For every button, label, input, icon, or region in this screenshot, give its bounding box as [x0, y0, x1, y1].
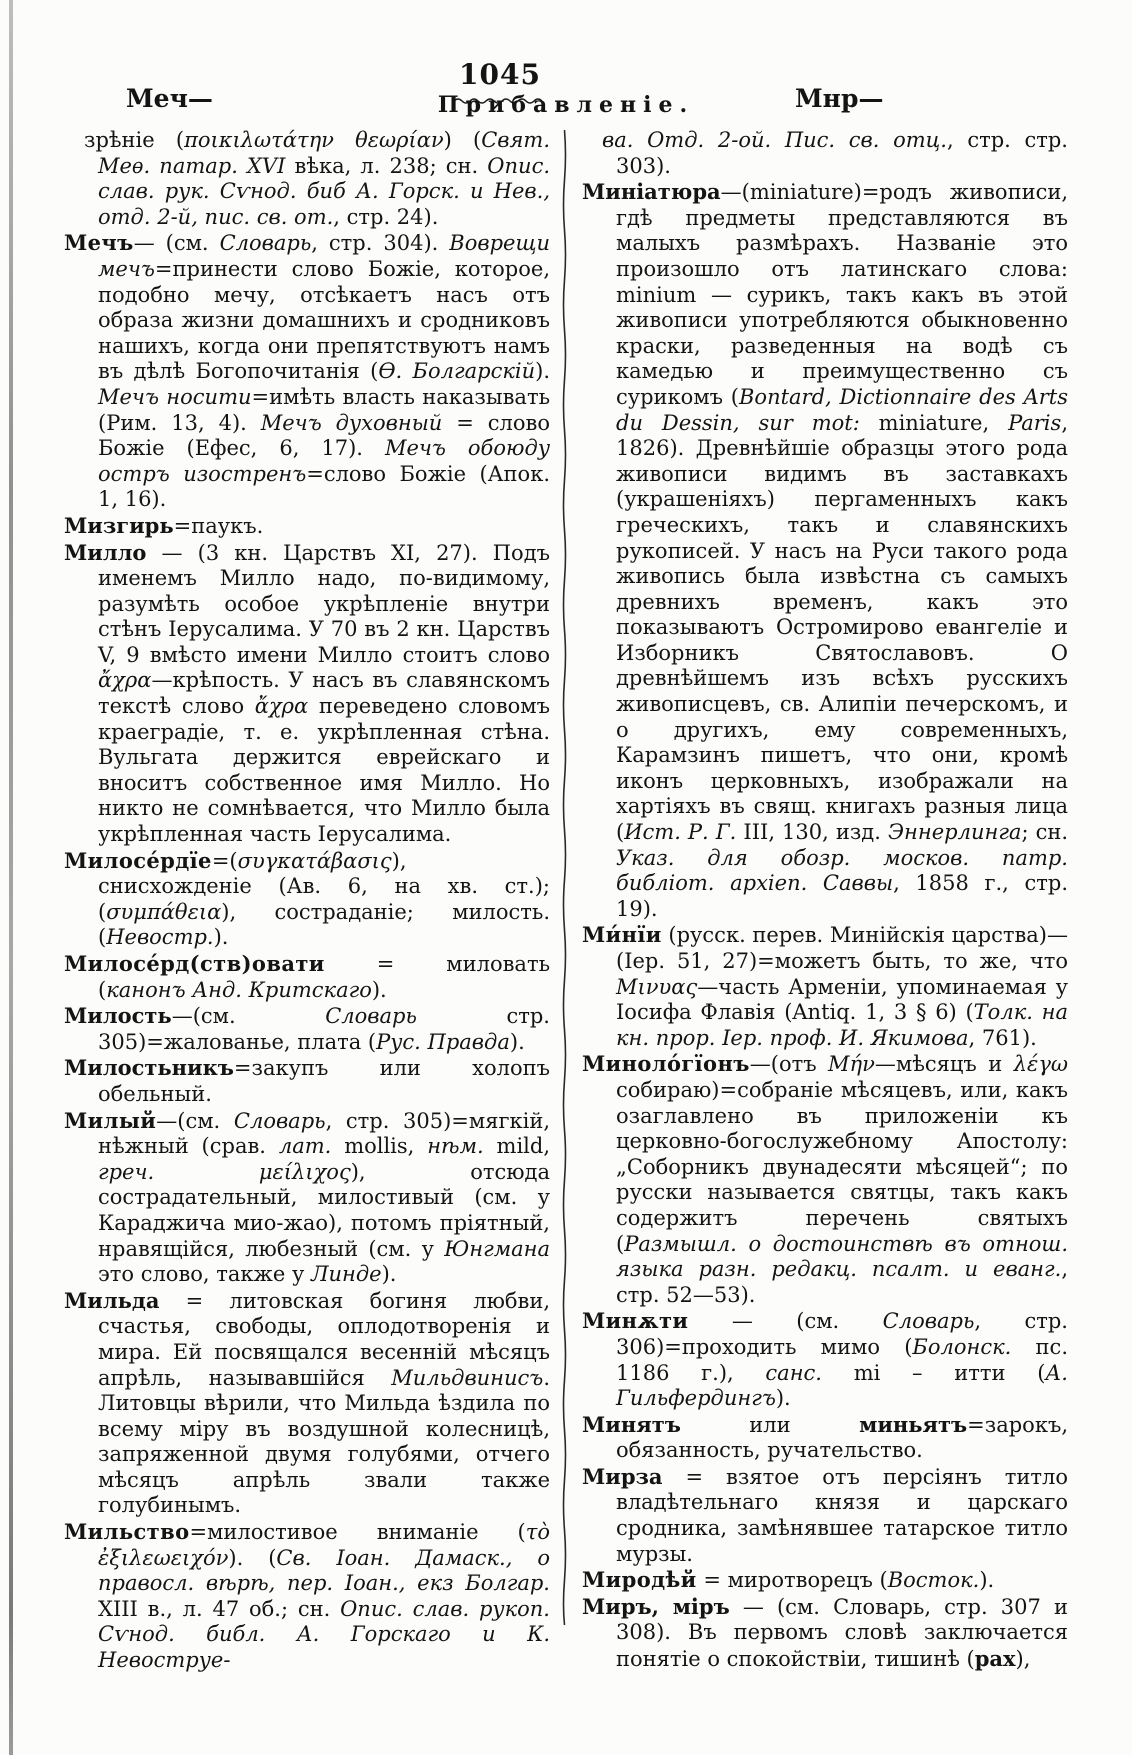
headword: Мильство	[64, 1519, 190, 1545]
headword: Минѫти	[582, 1308, 689, 1334]
text-segment: ).	[371, 977, 387, 1002]
text-segment: μείλιχος	[258, 1159, 351, 1184]
text-segment: Св. Іоан. Дамаск., о правосл. вѣрѣ, пер. Іоан., екз Болгар.	[98, 1545, 550, 1596]
text-segment: переведено словомъ краеградіе, т. е. укрѣпленная стѣна. Вульгата держится еврейскаго и вноситъ собственное имя Милло. Но никто не сомнѣвается, что Милло была укрѣпленная часть Іерусалима.	[98, 694, 550, 847]
text-segment: Толк. на кн. прор. Іер. проф. И. Якимова	[616, 1000, 1068, 1050]
text-segment: —(отъ	[749, 1052, 829, 1077]
text-segment: Μινυας	[616, 974, 698, 999]
text-segment: pax	[974, 1646, 1016, 1672]
headword: Миродѣй	[582, 1567, 697, 1593]
right-column	[582, 128, 1068, 1674]
text-segment: это слово, также у	[98, 1262, 311, 1287]
text-segment: = миротворецъ (	[696, 1568, 888, 1593]
continuation-paragraph	[582, 128, 1068, 179]
text-segment: ), снисхожденіе (Ав. 6, на хв. ст.); (	[98, 848, 550, 924]
continuation-paragraph	[64, 128, 550, 230]
text-segment: =(	[211, 848, 238, 873]
text-segment: ) (	[443, 128, 482, 152]
text-segment: =зарокъ, обязанность, ручательство.	[616, 1412, 1068, 1463]
text-segment: =закупъ или холопъ обельный.	[98, 1056, 550, 1106]
text-segment: вѣка, л. 238; сн.	[294, 153, 488, 178]
text-segment: ).	[213, 925, 229, 950]
text-segment: Мечъ обоюду остръ изостренъ	[98, 436, 550, 486]
text-segment: συμπάθεια	[106, 899, 222, 924]
text-segment: , стр. 52—53).	[616, 1257, 1068, 1307]
text-segment: Ѳ. Болгарскій	[378, 359, 536, 384]
dictionary-entry	[582, 1567, 1068, 1594]
text-segment: ),	[1015, 1647, 1031, 1672]
text-segment: ).	[509, 1029, 525, 1054]
text-segment: = взятое отъ персіянъ титло владѣтельнаго князя и царскаго сродника, замѣнявшее татарское титло мурзы.	[616, 1464, 1068, 1566]
headword: Миръ, міръ	[582, 1593, 730, 1619]
text-segment: , стр. 24).	[333, 204, 439, 229]
text-segment: или	[680, 1412, 860, 1437]
headword: Мирза	[582, 1463, 663, 1489]
text-segment: — (см.	[688, 1309, 883, 1334]
text-segment: Опис. слав. рукоп. Сѵнод. библ. А. Горскаго и К. Невоструе-	[98, 1596, 550, 1673]
dictionary-entry	[64, 230, 550, 513]
text-segment: Словарь	[233, 1108, 326, 1133]
text-segment: ), состраданіе; милость. (	[98, 899, 550, 950]
text-segment: —часть Арменіи, упоминаемая у Іосифа Флавія (Antiq. 1, 3 § 6) (	[616, 974, 1068, 1025]
text-segment: —(см.	[156, 1108, 234, 1133]
text-segment: = миловать (	[98, 952, 550, 1002]
text-segment: συγκατάβασις	[237, 848, 392, 873]
text-segment: канонъ Анд. Критскаго	[106, 977, 372, 1002]
text-segment: нѣм.	[427, 1134, 484, 1159]
text-segment: Ист. Р. Г.	[624, 820, 737, 845]
text-segment: лат.	[278, 1134, 332, 1159]
text-segment: mi – итти (	[821, 1360, 1046, 1385]
dictionary-entry	[64, 513, 550, 540]
text-segment: Мильдвинисъ	[391, 1365, 544, 1390]
headword: Милый	[64, 1107, 157, 1133]
text-columns	[64, 128, 1068, 1674]
dictionary-entry	[64, 1108, 550, 1288]
dictionary-entry	[64, 951, 550, 1003]
headword: Миніатюра	[582, 179, 721, 205]
text-segment: miniature,	[859, 410, 1009, 435]
text-segment: Bontard, Dictionnaire des Arts du Dessin, sur mot:	[616, 384, 1068, 435]
dictionary-entry	[582, 1412, 1068, 1464]
dictionary-entry	[582, 179, 1068, 922]
text-segment: ва. Отд. 2-ой. Пис. св. отц.	[602, 128, 947, 152]
dictionary-entry	[64, 1055, 550, 1107]
dictionary-entry	[64, 1003, 550, 1055]
text-segment: Рус. Правда	[376, 1029, 510, 1054]
dictionary-entry	[582, 922, 1068, 1051]
dictionary-entry	[582, 1051, 1068, 1308]
text-segment: пс. 1186 г.),	[616, 1334, 1068, 1385]
text-segment: Мечъ носити	[98, 384, 252, 409]
text-segment: =имѣть власть наказывать (Рим. 13, 4).	[98, 384, 550, 435]
text-segment: ).	[979, 1568, 995, 1593]
text-segment: Свят. Меѳ. патар. XVI	[98, 128, 551, 178]
text-segment: Болонск.	[912, 1334, 1012, 1359]
text-segment: — (3 кн. Царствъ XI, 27). Подъ именемъ Милло надо, по-видимому, разумѣть особое укрѣпленіе внутри стѣнъ Іерусалима. У 70 въ 2 кн. Царствъ V, 9 вмѣсто имени Милло стоитъ слово	[98, 540, 550, 667]
text-segment: ποικιλωτάτην θεωρίαν	[184, 128, 444, 152]
text-segment: III, 130, изд.	[736, 820, 888, 845]
text-segment: Воврещи мечъ	[98, 231, 550, 281]
text-segment: ).	[535, 359, 550, 384]
text-segment: ἄχρα	[98, 668, 152, 693]
dictionary-entry	[64, 1519, 550, 1674]
text-segment: , 1858 г., стр. 19).	[616, 871, 1068, 921]
headword: Мильда	[64, 1287, 160, 1313]
running-head-right: Мнр—	[795, 84, 884, 113]
text-segment: mollis,	[331, 1134, 428, 1159]
headword: Милло	[64, 539, 147, 565]
text-segment: , стр. 306)=проходить мимо (	[616, 1309, 1068, 1359]
text-segment: =слово Божіе (Апок. 1, 16).	[98, 461, 551, 512]
text-segment: , 1826). Древнѣйшіе образцы этого рода живописи видимъ въ заставкахъ (украшеніяхъ) пергаменныхъ какъ греческихъ, такъ и славянскихъ рукописей. У насъ на Руси такого рода живопись была извѣстна съ самыхъ древнихъ временъ, какъ это показываютъ Остромирово евангеліе и Изборникъ Святославовъ. О древнѣйшемъ изъ всѣхъ русскихъ живописцевъ, св. Алипіи печерскомъ, и о другихъ, ему современныхъ, Карамзинъ пишетъ, что они, кромѣ иконъ церковныхъ, изображали на хартіяхъ въ свящ. книгахъ разныя лица (	[616, 410, 1068, 845]
running-head-center: Прибавленіе.	[437, 92, 695, 118]
text-segment: зрѣніе (	[84, 128, 185, 152]
dictionary-entry	[582, 1464, 1068, 1567]
text-segment: Paris	[1008, 410, 1062, 435]
text-segment: Невостр.	[106, 925, 214, 950]
dictionary-entry	[582, 1308, 1068, 1411]
text-segment: Эннерлинга	[887, 820, 1022, 845]
left-column	[64, 128, 550, 1674]
text-segment: Опис. слав. рук. Сѵнод. биб А. Горск. и Нев., отд. 2-й, пис. св. от.	[98, 153, 550, 229]
text-segment: Словарь	[325, 1004, 417, 1029]
text-segment: . Литовцы вѣрили, что Мильда ѣздила по всему міру въ воздушной колесницѣ, запряженной двумя голубями, отчего мѣсяцъ апрѣль звали также голубинымъ.	[98, 1365, 550, 1518]
text-segment: —(miniature)=родъ живописи, гдѣ предметы представляются въ малыхъ размѣрахъ. Названіе это произошло отъ латинскаго слова: minium — сурикъ, такъ какъ въ этой живописи употребляются обыкновенно краски, разведенныя на водѣ съ камедью и преимущественно съ сурикомъ (	[616, 180, 1068, 409]
headword: Милость	[64, 1003, 172, 1029]
text-segment: Указ. для обозр. москов. патр. библіот. архіеп. Саввы	[616, 845, 1068, 896]
text-segment: ἄχρα	[254, 694, 309, 719]
page-edge-line	[9, 0, 13, 1755]
text-segment: Размышл. о достоинствѣ въ отнош. языка разн. редакц. псалт. и еванг.	[616, 1231, 1068, 1282]
text-segment: Мечъ духовный	[260, 410, 443, 435]
headword: миньятъ	[859, 1411, 968, 1437]
dictionary-entry	[582, 1594, 1068, 1673]
text-segment: собираю)=собраніе мѣсяцевъ, или, какъ озаглавлено въ приложеніи къ церковно-богослужебному Апостолу: „Соборникъ двунадесяти мѣсяцей“; по русски называется святцы, такъ какъ содержитъ перечень святыхъ (	[616, 1077, 1068, 1256]
headword: Мечъ	[64, 230, 134, 256]
text-segment: mild,	[483, 1134, 551, 1159]
text-segment: τὸ ἐξιλεωειχόν	[98, 1520, 550, 1570]
text-segment: = литовская богиня любви, счастья, свободы, оплодотворенія и мира. Ей посвящался весенній мѣсяцъ апрѣль, называвшійся	[98, 1288, 550, 1390]
text-segment: , стр. 305)=мягкій, нѣжный (срав.	[98, 1108, 550, 1159]
headword: Милосе́рдїе	[64, 847, 212, 873]
text-segment: ), отсюда сострадательный, милостивый (см. у Караджича мио-жао), потомъ пріятный, нравящійся, любезный (см. у	[98, 1159, 550, 1261]
text-segment: ).	[381, 1262, 397, 1287]
headword: Милосе́рд(ств)овати	[64, 951, 325, 976]
text-segment: Μήν	[828, 1052, 875, 1077]
headword: Мизгирь	[64, 512, 174, 538]
text-segment: —мѣсяцъ и	[874, 1052, 1014, 1077]
dictionary-entry	[64, 540, 550, 848]
text-segment: Юнгмана	[444, 1236, 550, 1261]
dictionary-entry	[64, 1288, 550, 1519]
text-segment: XIII в., л. 47 об.; сн.	[98, 1596, 341, 1621]
text-segment: — (см. Словарь, стр. 307 и 308). Въ первомъ словѣ заключается понятіе о спокойствіи, тишинѣ (	[616, 1594, 1069, 1672]
text-segment: — (см.	[133, 231, 220, 256]
text-segment: —крѣпость. У насъ въ славянскомъ текстѣ слово	[98, 668, 550, 719]
headword: Минятъ	[582, 1411, 681, 1437]
page-number: 1045	[459, 58, 541, 91]
text-segment: Линде	[310, 1262, 382, 1287]
text-segment: ; сн.	[1021, 820, 1069, 845]
text-segment: Словарь	[219, 231, 312, 256]
text-segment: Словарь	[882, 1309, 975, 1334]
text-segment: ).	[775, 1386, 791, 1411]
text-segment: λέγω	[1013, 1052, 1068, 1077]
text-segment: санс.	[765, 1360, 822, 1385]
text-segment: стр. 305)=жалованье, плата (	[98, 1004, 550, 1054]
headword: Ми́нїи	[582, 922, 662, 948]
text-segment: =паукъ.	[173, 513, 264, 538]
text-segment: (русск. перев. Минійскія царства)— (Іер. 51, 27)=можетъ быть, то же, что	[616, 923, 1068, 973]
running-head-left: Меч—	[126, 84, 213, 113]
text-segment: , стр. 304).	[311, 231, 450, 256]
text-segment: , стр. стр. 303).	[616, 128, 1068, 178]
text-segment	[154, 1160, 259, 1184]
text-segment: = слово Божіе (Ефес, 6, 17).	[98, 410, 551, 461]
text-segment: греч.	[98, 1159, 155, 1184]
dictionary-entry	[64, 848, 550, 951]
text-segment: Восток.	[887, 1568, 980, 1593]
text-segment: А. Гильфердингъ	[616, 1360, 1068, 1411]
text-segment: ). (	[228, 1545, 277, 1570]
text-segment: , 761).	[968, 1025, 1037, 1050]
headword: Милостьникъ	[64, 1055, 234, 1081]
text-segment: =принести слово Божіе, которое, подобно мечу, отсѣкаетъ насъ отъ образа жизни домашнихъ и сродниковъ нашихъ, когда они препятствуютъ намъ въ дѣлѣ Богопочитанія (	[98, 256, 550, 384]
headword: Миноло́гїонъ	[582, 1051, 750, 1077]
text-segment: =милостивое вниманіе (	[189, 1520, 526, 1545]
text-segment: —(см.	[171, 1004, 326, 1029]
